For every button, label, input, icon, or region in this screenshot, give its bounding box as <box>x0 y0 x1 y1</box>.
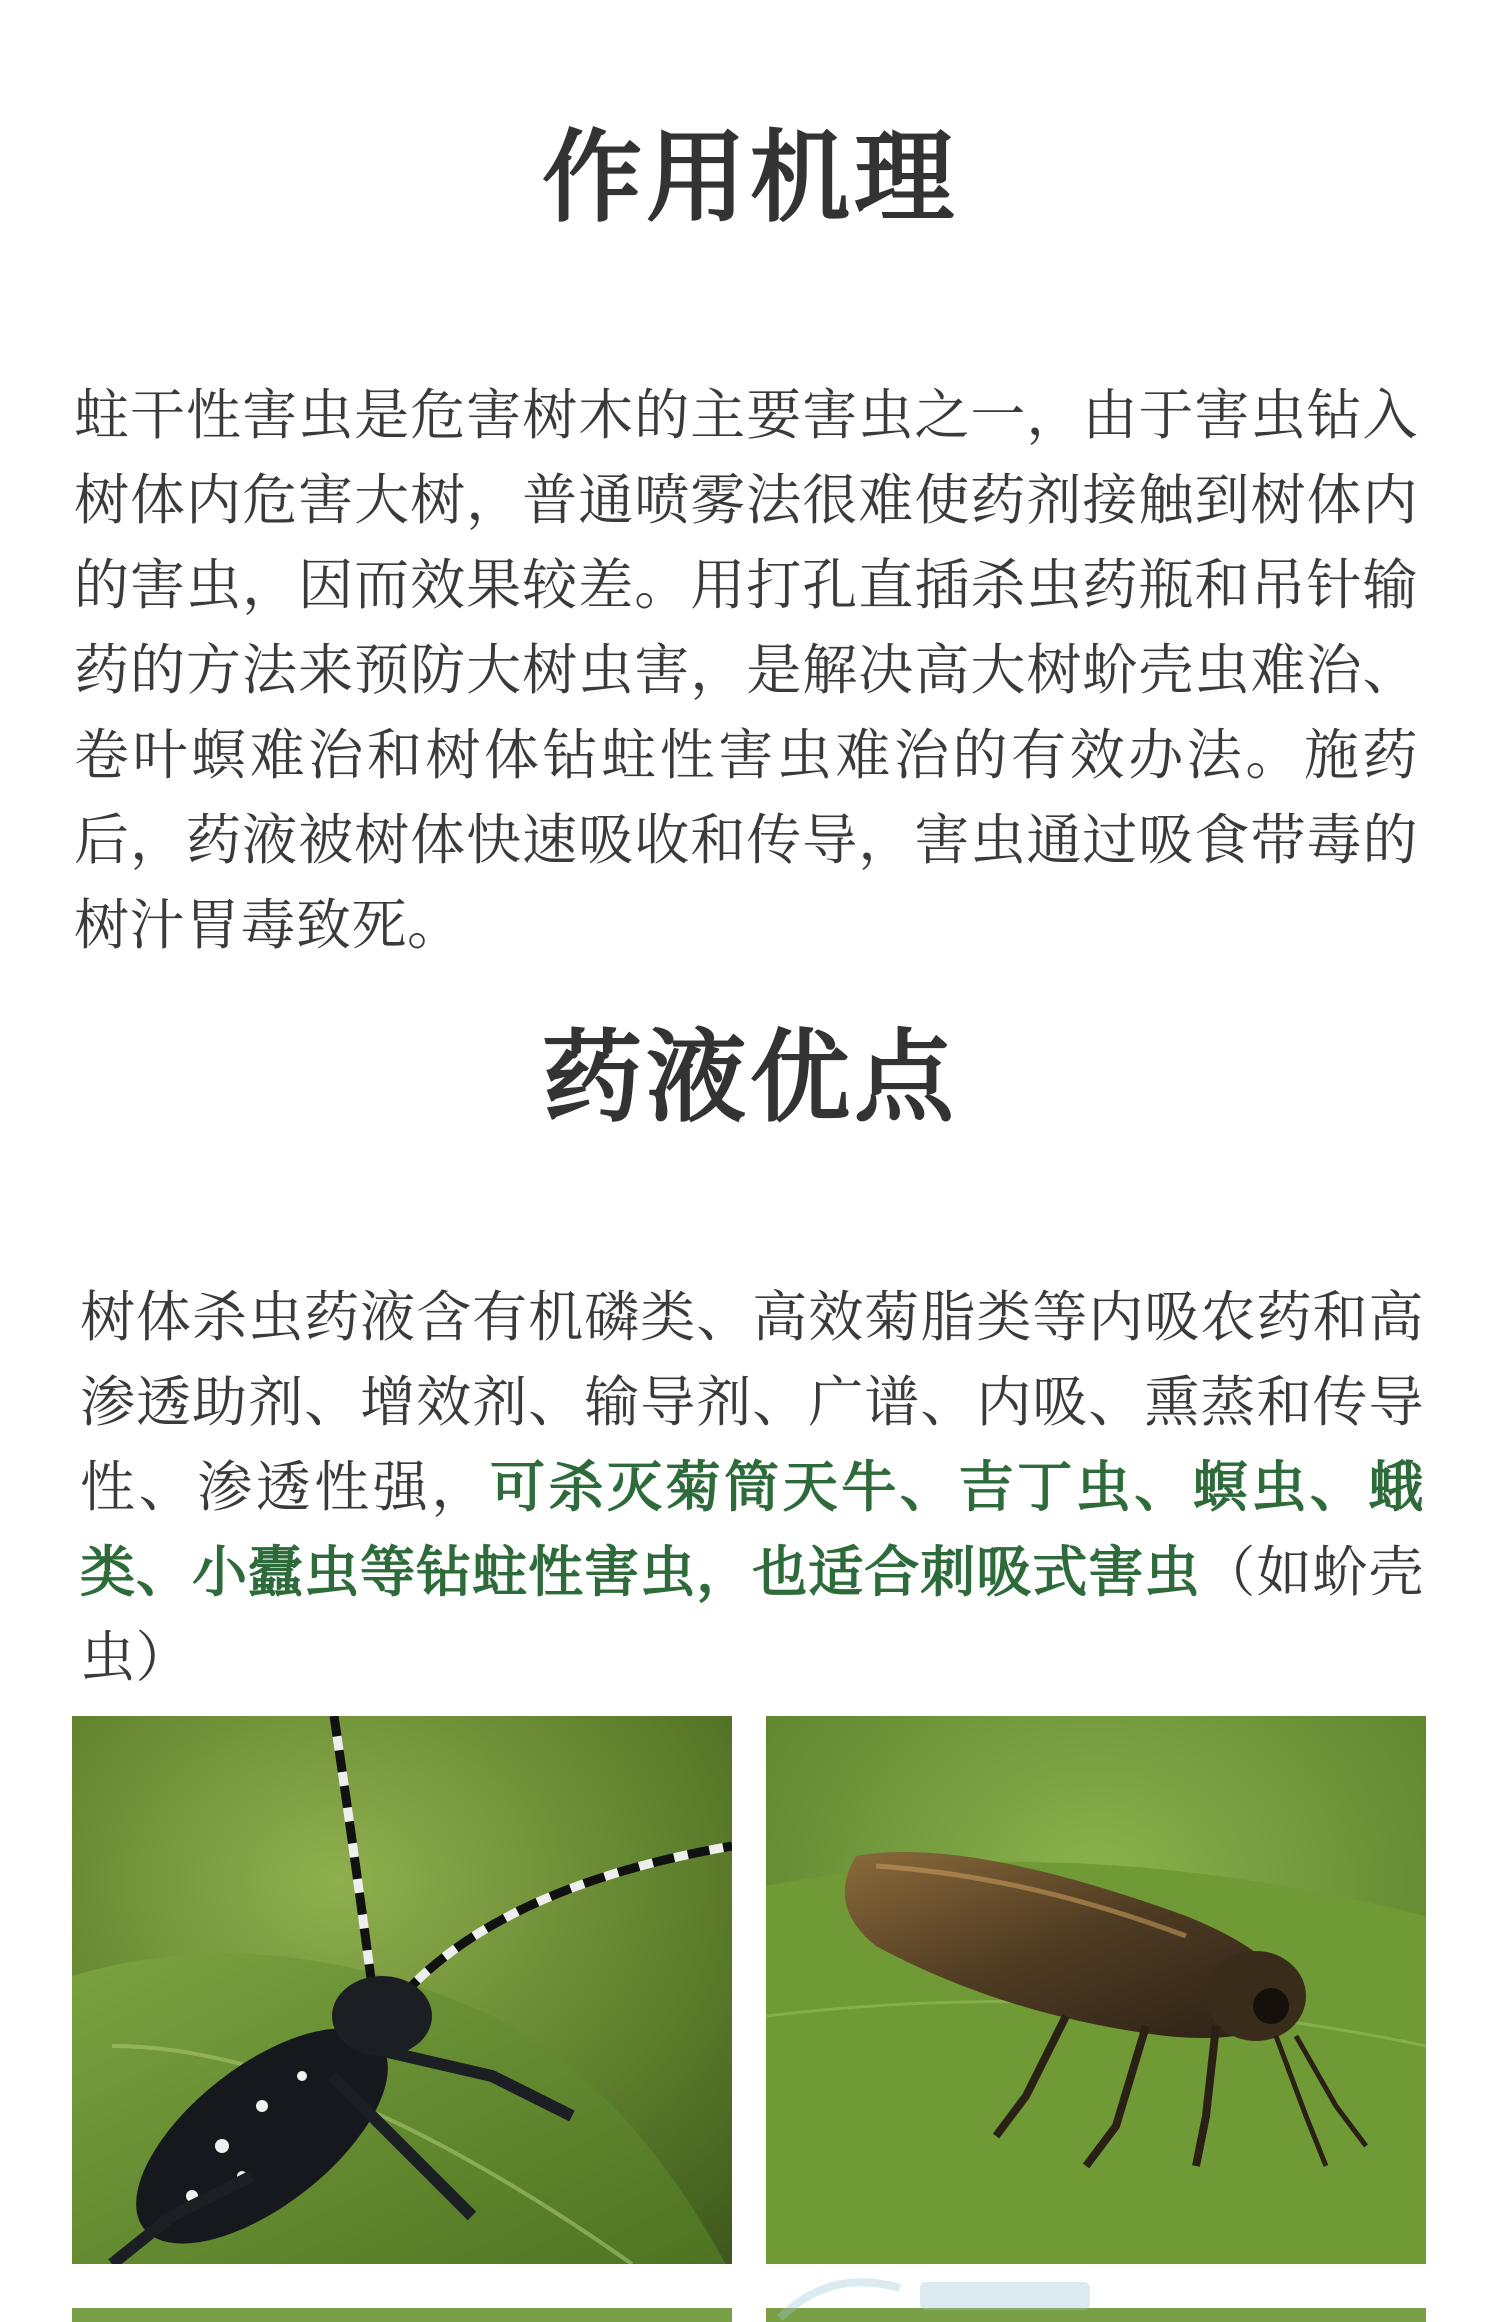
longhorn-beetle-illustration <box>72 1716 732 2264</box>
longhorn-beetle-photo <box>72 1716 732 2264</box>
jewel-beetle-illustration <box>766 1716 1426 2264</box>
next-photo-edge-left <box>72 2308 732 2322</box>
advantages-paragraph <box>80 1275 1424 1700</box>
mechanism-paragraph: 蛀干性害虫是危害树木的主要害虫之一，由于害虫钻入树体内危害大树，普通喷雾法很难使药剂接触到树体内的害虫，因而效果较差。用打孔直插杀虫药瓶和吊针输药的方法来预防大树虫害，是解决高大树蚧壳虫难治、卷叶螟难治和树体钻蛀性害虫难治的有效办法。施药后，药液被树体快速吸收和传导，害虫通过吸食带毒的树汁胃毒致死。 <box>74 383 1418 957</box>
section-title-mechanism: 作用机理 <box>542 119 958 236</box>
advantages-text-tail: （如蚧壳虫） <box>80 1540 1424 1689</box>
advantages-text-plain: 树体杀虫药液含有机磷类、高效菊脂类等内吸农药和高渗透助剂、增效剂、输导剂、广谱、内吸、熏蒸和传导性、渗透性强， <box>80 1285 1424 1519</box>
advantages-text-highlight: 可杀灭菊筒天牛、吉丁虫、螟虫、蛾类、小蠹虫等钻蛀性害虫，也适合刺吸式害虫 <box>80 1455 1424 1604</box>
jewel-beetle-photo <box>766 1716 1426 2264</box>
section-title-advantages: 药液优点 <box>542 1019 958 1136</box>
watermark-logo <box>770 2268 1110 2322</box>
